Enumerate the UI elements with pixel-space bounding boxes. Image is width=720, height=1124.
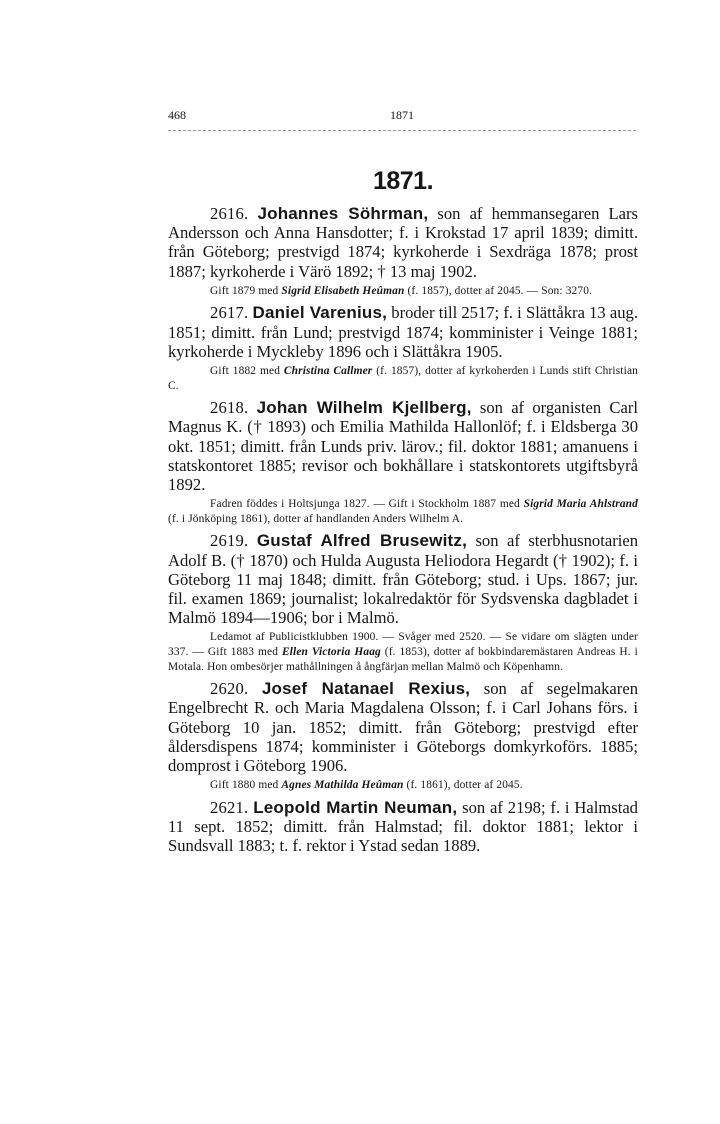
note-text: Gift 1880 med — [210, 779, 282, 792]
entry-text — [168, 303, 638, 361]
entry-note — [168, 497, 638, 526]
entry-name: Leopold Martin Neuman, — [253, 797, 458, 817]
entry-2617 — [168, 303, 638, 393]
header-rule — [168, 130, 636, 131]
note-text: Fadren föddes i Holtsjunga 1827. — Gift i Stockholm 1887 med — [210, 498, 524, 511]
note-text: (f. i Jönköping 1861), dotter af handlanden Anders Wilhelm A. — [168, 512, 464, 525]
note-text: Gift 1879 med — [210, 284, 282, 297]
entry-text — [168, 679, 638, 775]
entry-body: son af segelmakaren Engelbrecht R. och Maria Magdalena Olsson; f. i Carl Johans förs. i Göteborg 10 jan. 1852; dimitt. från Göteborg; prestvigd efter åldersdispens 1874; komminister i Göteborgs domkyrkoförs. 1885; domprost i Göteborg 1906. — [168, 679, 638, 776]
entry-2618 — [168, 398, 638, 526]
entry-2616 — [168, 204, 638, 298]
spouse-name: Ellen Victoria Haag — [281, 646, 381, 659]
entry-number: 2618. — [210, 398, 249, 418]
entry-body: broder till 2517; f. i Slättåkra 13 aug. 1851; dimitt. från Lund; prestvigd 1874; komminister i Veinge 1881; kyrkoherde i Myckleby 1896 och i Slättåkra 1905. — [168, 303, 638, 361]
entry-number: 2621. — [210, 797, 249, 817]
entry-2620 — [168, 679, 638, 793]
entry-name: Gustaf Alfred Brusewitz, — [256, 531, 468, 551]
entry-number: 2620. — [210, 679, 249, 699]
note-text: (f. 1857), dotter af 2045. — Son: 3270. — [404, 284, 593, 297]
entry-number: 2617. — [210, 303, 249, 323]
entry-body: son af hemmansegaren Lars Andersson och Anna Hansdotter; f. i Krokstad 17 april 1839; dimitt. från Göteborg; prestvigd 1874; kyrkoherde i Sexdräga 1878; prost 1887; kyrkoherde i Värö 1892; † 13 maj 1902. — [168, 204, 638, 281]
entry-name: Daniel Varenius, — [252, 303, 388, 323]
page-number: 468 — [168, 108, 186, 122]
spouse-name: Agnes Mathilda Heûman — [281, 779, 404, 792]
entry-number: 2616. — [210, 204, 249, 223]
entry-body: son af sterbhusnotarien Adolf B. († 1870) och Hulda Augusta Heliodora Hegardt († 1902); f. i Göteborg 11 maj 1848; dimitt. från Göteborg; stud. i Ups. 1867; jur. fil. examen 1869; journalist; lokalredaktör för Sydsvenska dagbladet i Malmö 1894—1906; bor i Malmö. — [168, 531, 638, 628]
entry-note — [168, 364, 638, 393]
entry-text — [168, 398, 638, 494]
entry-number: 2619. — [210, 531, 249, 551]
entry-body: son af organisten Carl Magnus K. († 1893) och Emilia Mathilda Hallonlöf; f. i Eldsberga 30 okt. 1851; dimitt. från Lunds priv. lärov.; fil. doktor 1881; amanuens i statskontoret 1885; revisor och bokhållare i statskontorets utgiftsbyrå 1892. — [168, 398, 638, 495]
running-year: 1871 — [390, 108, 414, 122]
year-heading: 1871. — [372, 167, 434, 195]
entry-text — [168, 531, 638, 627]
entry-note — [168, 630, 638, 674]
entry-list — [168, 204, 638, 855]
note-text: (f. 1861), dotter af 2045. — [403, 779, 523, 792]
note-text: Gift 1882 med — [210, 365, 284, 378]
entry-note — [168, 778, 638, 793]
entry-note — [168, 284, 638, 299]
entry-name: Johannes Söhrman, — [257, 204, 429, 223]
note-text: Ledamot af Publicistklubben 1900. — Svåger med 2520. — Se vidare om slägten under 337. — Gift 1883 med — [168, 631, 638, 659]
entry-text — [168, 204, 638, 281]
running-head — [168, 108, 638, 130]
note-text: (f. 1857), dotter af kyrkoherden i Lunds stift Christian C. — [168, 365, 638, 392]
entry-body: son af 2198; f. i Halmstad 11 sept. 1852; dimitt. från Halmstad; fil. doktor 1881; lektor i Sundsvall 1883; t. f. rektor i Ystad sedan 1889. — [168, 797, 638, 856]
spouse-name: Sigrid Elisabeth Heûman — [281, 284, 405, 297]
entry-name: Josef Natanael Rexius, — [261, 679, 471, 699]
spouse-name: Sigrid Maria Ahlstrand — [523, 498, 638, 511]
book-page — [168, 108, 638, 855]
spouse-name: Christina Callmer — [283, 365, 373, 378]
entry-2621 — [168, 798, 638, 856]
entry-2619 — [168, 531, 638, 674]
note-text: (f. 1853), dotter af bokbindaremästaren Andreas H. i Motala. Hon ombesörjer mathållningen å ångfärjan mellan Malmö och Köpenhamn. — [168, 646, 638, 673]
entry-text — [168, 798, 638, 856]
entry-name: Johan Wilhelm Kjellberg, — [256, 398, 472, 418]
